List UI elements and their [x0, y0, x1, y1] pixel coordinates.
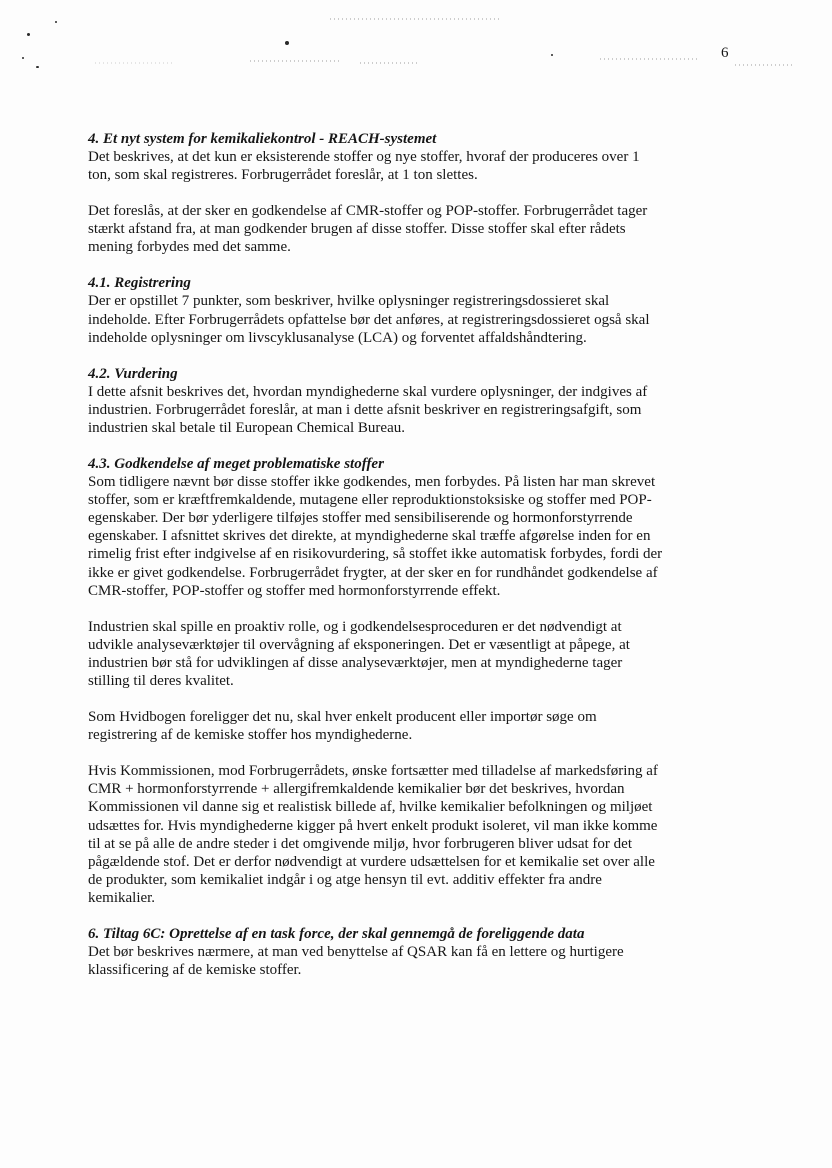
text-line: ton, som skal registreres. Forbrugerrådet foreslår, at 1 ton slettes.: [88, 167, 478, 184]
text-line: indeholde. Efter Forbrugerrådets opfattelse bør det anføres, at registreringsdossieret også skal: [88, 311, 650, 328]
page-number: 6: [721, 45, 729, 61]
text-line: til at se på alle de andre steder i det omgivende miljø, hvor forbrugeren bliver udsat for det: [88, 835, 632, 852]
paragraph: [88, 943, 738, 979]
section-vurdering: [88, 365, 738, 437]
text-line: Kommissionen vil danne sig et realistisk billede af, hvilke kemikalier befolkningen og miljøet: [88, 799, 653, 816]
text-line: rimelig frist efter indgivelse af en risikovurdering, så stoffet ikke automatisk forbydes, fordi der: [88, 546, 663, 563]
scan-speck: [22, 57, 24, 59]
paragraph: [88, 148, 738, 184]
text-line: egenskaber. I afsnittet skrives det direkte, at myndighederne skal træffe afgørelse inden for en: [88, 528, 651, 545]
scan-noise: [735, 64, 795, 66]
scan-noise: [95, 62, 175, 64]
section-heading: 6. Tiltag 6C: Oprettelse af en task force, der skal gennemgå de foreliggende data: [88, 926, 585, 942]
text-line: Industrien skal spille en proaktiv rolle, og i godkendelsesproceduren er det nødvendigt at: [88, 618, 622, 635]
scan-noise: [250, 60, 340, 62]
text-line: pågældende stof. Det er derfor nødvendigt at vurdere udsættelsen for et kemikalie set over alle: [88, 853, 655, 870]
paragraph: [88, 383, 738, 437]
text-line: indeholde oplysninger om livscyklusanalyse (LCA) og forventet affaldshåndtering.: [88, 329, 587, 346]
text-line: Hvis Kommissionen, mod Forbrugerrådets, ønske fortsætter med tilladelse af markedsføring af: [88, 763, 658, 780]
scan-speck: [285, 41, 289, 45]
text-line: stilling til deres kvalitet.: [88, 672, 234, 689]
section-godkendelse: [88, 455, 738, 907]
paragraph: [88, 762, 738, 907]
scan-speck: [27, 33, 30, 36]
section-heading: 4.3. Godkendelse af meget problematiske stoffer: [88, 456, 384, 473]
scan-speck: [36, 66, 39, 68]
section-registrering: [88, 274, 738, 346]
scan-speck: [55, 21, 57, 23]
paragraph: [88, 473, 738, 600]
text-line: de produkter, som kemikaliet indgår i og atge hensyn til evt. additiv effekter fra andre: [88, 871, 602, 888]
text-line: stoffer, som er kræftfremkaldende, mutagene eller reproduktionstoksiske og stoffer med POP-: [88, 492, 652, 509]
paragraph: [88, 202, 738, 256]
text-line: ikke er givet godkendelse. Forbrugerrådet frygter, at der sker en for rundhåndet godkendelse af: [88, 564, 658, 581]
text-line: egenskaber. Der bør yderligere tilføjes stoffer med sensibiliserende og hormonforstyrrende: [88, 510, 633, 527]
text-line: stærkt afstand fra, at man godkender brugen af disse stoffer. Disse stoffer skal efter rådets: [88, 221, 626, 238]
text-line: Det bør beskrives nærmere, at man ved benyttelse af QSAR kan få en lettere og hurtigere: [88, 944, 624, 960]
text-line: industrien. Forbrugerrådet foreslår, at man i dette afsnit beskriver en registreringsafgift, som: [88, 401, 642, 418]
scan-noise: [600, 58, 700, 60]
text-line: CMR-stoffer, POP-stoffer og stoffer med hormonforstyrrende effekt.: [88, 582, 501, 599]
section-heading: 4.2. Vurdering: [88, 365, 178, 382]
text-line: industrien bør stå for udviklingen af disse analyseværktøjer, men at myndighederne tager: [88, 654, 623, 671]
text-line: Det foreslås, at der sker en godkendelse af CMR-stoffer og POP-stoffer. Forbrugerrådet tager: [88, 203, 648, 220]
scan-noise: [360, 62, 420, 64]
text-line: CMR + hormonforstyrrende + allergifremkaldende kemikalier bør det beskrives, hvordan: [88, 781, 625, 798]
paragraph: [88, 618, 738, 690]
scan-noise: [330, 18, 500, 20]
text-line: udvikle analyseværktøjer til overvågning af eksponeringen. Det er væsentligt at påpege, at: [88, 636, 630, 653]
text-line: udsættes for. Hvis myndighederne kigger på hvert enkelt produkt isoleret, vil man ikke komme: [88, 817, 658, 834]
section-heading: 4.1. Registrering: [88, 275, 191, 292]
text-line: mening forbydes med det samme.: [88, 239, 291, 256]
text-line: Som Hvidbogen foreligger det nu, skal hver enkelt producent eller importør søge om: [88, 709, 597, 726]
text-line: registrering af de kemiske stoffer hos myndighederne.: [88, 727, 413, 744]
text-line: I dette afsnit beskrives det, hvordan myndighederne skal vurdere oplysninger, der indgives af: [88, 383, 648, 400]
paragraph: [88, 708, 738, 744]
section-reach-system: [88, 130, 738, 256]
document-body: [88, 130, 738, 997]
scan-speck: [551, 54, 553, 56]
text-line: Det beskrives, at det kun er eksisterende stoffer og nye stoffer, hvoraf der produceres over 1: [88, 149, 640, 165]
text-line: Som tidligere nævnt bør disse stoffer ikke godkendes, men forbydes. På listen har man skrevet: [88, 474, 656, 491]
section-heading: 4. Et nyt system for kemikaliekontrol - REACH-systemet: [88, 131, 437, 147]
text-line: kemikalier.: [88, 889, 156, 906]
paragraph: [88, 292, 738, 346]
text-line: klassificering af de kemiske stoffer.: [88, 962, 302, 979]
text-line: industrien skal betale til European Chemical Bureau.: [88, 419, 405, 436]
section-tiltag-6c: [88, 925, 738, 979]
text-line: Der er opstillet 7 punkter, som beskriver, hvilke oplysninger registreringsdossieret skal: [88, 293, 610, 310]
